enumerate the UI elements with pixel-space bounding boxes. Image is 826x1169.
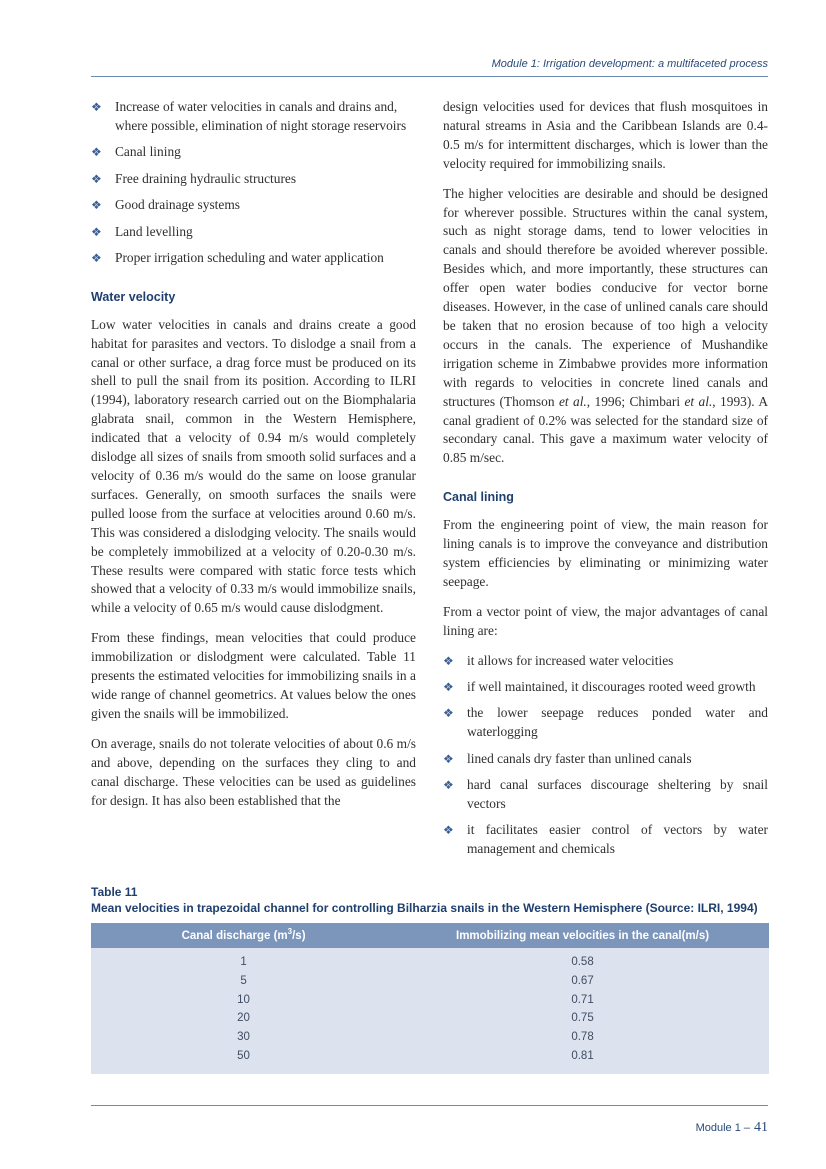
list-item: ❖ it allows for increased water velocities — [443, 652, 768, 671]
table-row: 1 0.58 — [240, 956, 594, 969]
list-item: ❖ Land levelling — [91, 223, 416, 242]
list-item: ❖ Canal lining — [91, 143, 416, 162]
diamond-bullet-icon: ❖ — [443, 778, 454, 793]
diamond-bullet-icon: ❖ — [91, 224, 102, 239]
diamond-bullet-icon: ❖ — [91, 145, 102, 160]
header-divider — [91, 76, 768, 77]
table-row: 10 0.71 — [237, 993, 594, 1006]
left-column — [91, 98, 416, 821]
running-header: Module 1: Irrigation development: a multifaceted process — [491, 58, 768, 70]
right-column — [443, 98, 768, 871]
table-row: 5 0.67 — [240, 975, 594, 988]
diamond-bullet-icon: ❖ — [91, 171, 102, 186]
column-header-discharge: Canal discharge $(m^3/s)$ — [91, 923, 396, 948]
paragraph: design velocities used for devices that flush mosquitoes in natural streams in Asia and the Caribbean Islands are 0.4-0.5 m/s for intermittent discharges, which is lower than the velocity required for immobilizing snails. — [443, 99, 768, 171]
list-item: ❖ if well maintained, it discourages rooted weed growth — [443, 678, 768, 697]
diamond-bullet-icon: ❖ — [443, 679, 454, 694]
paragraph: From these findings, mean velocities that could produce immobilization or dislodgment were calculated. Table 11 presents the estimated velocities for immobilizing snails in a wide range of channel geometrics. At values below the ones given the snails will be immobilized. — [91, 630, 416, 721]
diamond-bullet-icon: ❖ — [91, 198, 102, 213]
list-item: ❖ the lower seepage reduces ponded water and waterlogging — [443, 705, 768, 740]
page-footer — [696, 1118, 768, 1136]
diamond-bullet-icon: ❖ — [91, 100, 102, 114]
list-item: ❖ Increase of water velocities in canals and drains and, where possible, elimination of night storage reservoirs — [91, 99, 407, 133]
table-row: 20 0.75 — [237, 1012, 594, 1025]
list-item: ❖ it facilitates easier control of vectors by water management and chemicals — [443, 822, 768, 857]
list-item: ❖ Free draining hydraulic structures — [91, 170, 416, 189]
table-spacer — [91, 1065, 769, 1074]
paragraph: On average, snails do not tolerate velocities of about 0.6 m/s and above, depending on the surfaces they cling to and canal discharge. These velocities can be used as guidelines for design. It has also been established that the — [91, 735, 416, 808]
footer-module-label: Module 1 – — [695, 1122, 750, 1134]
diamond-bullet-icon: ❖ — [91, 250, 102, 265]
section-heading-water-velocity: Water velocity — [91, 289, 176, 304]
table-row: 50 0.81 — [237, 1049, 594, 1062]
column-header-velocity: Immobilizing mean velocities in the canal(m/s) — [396, 923, 769, 948]
diamond-bullet-icon: ❖ — [443, 751, 454, 766]
table-caption: Mean velocities in trapezoidal channel for controlling Bilharzia snails in the Western Hemisphere (Source: ILRI, 1994) — [91, 901, 758, 915]
table-block — [91, 884, 769, 1074]
paragraph: Low water velocities in canals and drains create a good habitat for parasites and vectors. To dislodge a snail from a canal or other surface, a drag force must be produced on its shell to pull the snail from its position. According to ILRI (1994), laboratory research carried out on the Biomphalaria glabrata snail, common in the Western Hemisphere, indicated that a velocity of 0.94 m/s would completely dislodge all sizes of snails from smooth solid surfaces and a velocity of 0.36 m/s would do the same on loose granular surfaces. Generally, on smooth surfaces the snails were pulled loose from the surface at velocities around 0.60 m/s. This was considered a dislodging velocity. The snails would be completely immobilized at a velocity of 0.20-0.30 m/s. These results were compared with static force tests which showed that a velocity of 0.33 m/s would immobilize snails, while a velocity of 0.65 m/s would cause dislodgment. — [91, 316, 416, 616]
list-item: ❖ Proper irrigation scheduling and water application — [91, 249, 416, 268]
list-item: ❖ lined canals dry faster than unlined canals — [443, 750, 768, 769]
velocity-table — [91, 923, 769, 1074]
list-item: ❖ Good drainage systems — [91, 196, 416, 215]
table-row: 30 0.78 — [237, 1031, 594, 1044]
diamond-bullet-icon: ❖ — [443, 653, 454, 668]
paragraph: The higher velocities are desirable and should be designed for wherever possible. Structures within the canal system, such as night storage dams, tend to lower velocities in canals and should therefore be avoided wherever possible. Besides which, and more importantly, these structures can offer open water bodies conducive for vector borne diseases. However, in the case of unlined canals care should be taken that no erosion because of too high a velocity occurs in the canals. The experience of Mushandike irrigation scheme in Zimbabwe provides more information with regards to velocities in concrete lined canals and structures (Thomson et al., 1996; Chimbari et al., 1993). A canal gradient of 0.2% was selected for the standard size of secondary canal. This gave a maximum water velocity of 0.85 m/sec. — [443, 185, 768, 466]
left-bullet-list — [91, 98, 416, 268]
list-item: ❖ hard canal surfaces discourage sheltering by snail vectors — [443, 777, 768, 811]
paragraph: From the engineering point of view, the main reason for lining canals is to improve the conveyance and distribution system efficiencies by eliminating or minimizing water seepage. — [443, 517, 768, 589]
page-number: 41 — [754, 1120, 768, 1135]
paragraph: From a vector point of view, the major advantages of canal lining are: — [443, 603, 768, 638]
diamond-bullet-icon: ❖ — [443, 706, 454, 721]
table-header-row — [91, 923, 769, 948]
table-label: Table 11 — [91, 885, 138, 899]
section-heading-canal-lining: Canal lining — [443, 490, 514, 505]
right-bullet-list — [443, 652, 768, 860]
footer-divider — [91, 1105, 768, 1106]
diamond-bullet-icon: ❖ — [443, 823, 454, 838]
